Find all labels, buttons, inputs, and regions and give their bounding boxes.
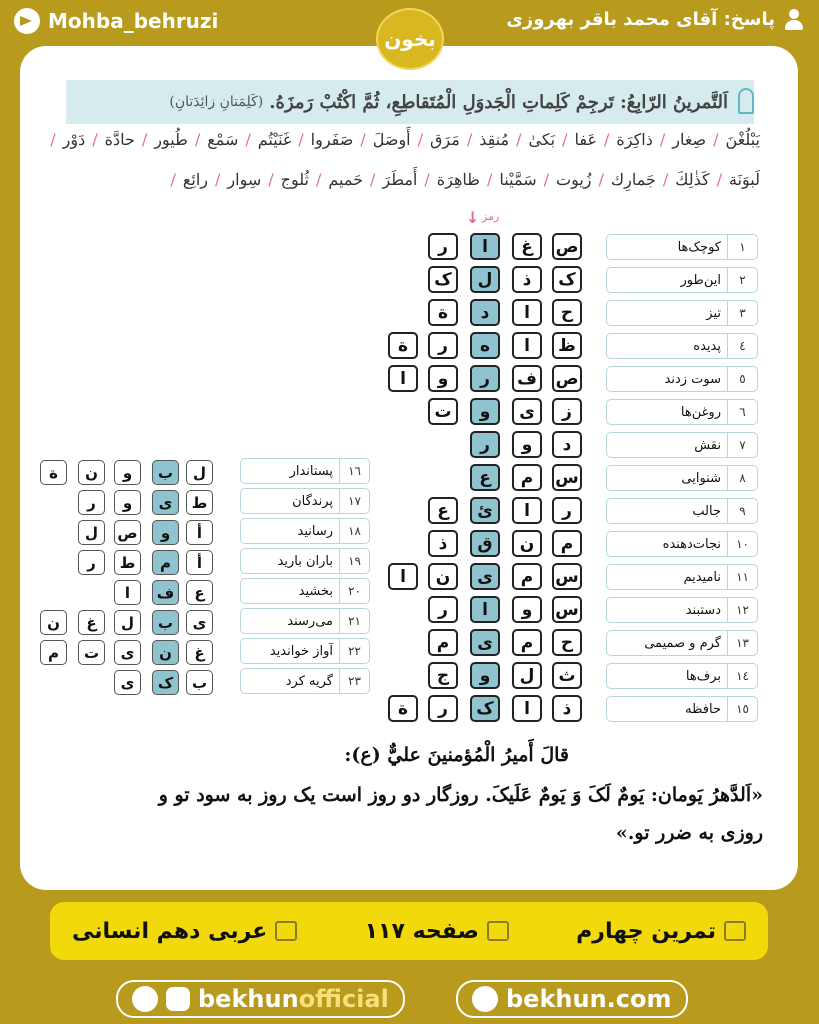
- grid-cell: و: [512, 431, 542, 458]
- grid-cell: ی: [470, 629, 500, 656]
- separator: /: [562, 130, 568, 149]
- grid-cell: ع: [428, 497, 458, 524]
- instagram-icon: [166, 987, 190, 1011]
- grid-cell: د: [470, 299, 500, 326]
- clue-row: [240, 458, 370, 484]
- answer-credit: [506, 8, 805, 30]
- word-bank-item: عَفا: [574, 130, 598, 149]
- grid-cell: ک: [428, 266, 458, 293]
- word-bank-item: كَذٰلِكَ: [675, 170, 710, 189]
- clue-text: شنوایی: [681, 470, 721, 486]
- clue-text: تیز: [706, 305, 721, 321]
- grid-cell: ا: [512, 497, 542, 524]
- separator: /: [316, 170, 322, 189]
- grid-cell: ع: [186, 580, 213, 605]
- footer: [0, 980, 819, 1020]
- clue-text: آواز خواندید: [269, 643, 333, 659]
- clue-row: [606, 300, 758, 326]
- grid-cell: ر: [428, 695, 458, 722]
- grid-cell: ع: [470, 464, 500, 491]
- grid-cell: ئ: [470, 497, 500, 524]
- clue-row: [240, 578, 370, 604]
- grid-cell: ث: [552, 662, 582, 689]
- banner-page: صفحه ۱۱۷: [365, 919, 509, 944]
- word-bank-item: دَوْر: [62, 130, 86, 149]
- clue-row: [606, 663, 758, 689]
- word-bank-item: أَوصَلَ: [372, 130, 411, 149]
- grid-cell: س: [552, 596, 582, 623]
- grid-cell: ب: [152, 460, 179, 485]
- arrow-down-icon: ↓: [466, 208, 480, 227]
- word-bank-item: مُنقِذ: [479, 130, 510, 149]
- grid-cell: و: [152, 520, 179, 545]
- clue-row: [606, 267, 758, 293]
- separator: /: [50, 130, 56, 149]
- clue-row: [606, 531, 758, 557]
- clue-text: پرندگان: [292, 493, 333, 509]
- grid-cell: أ: [186, 550, 213, 575]
- clue-row: [240, 668, 370, 694]
- grid-cell: ة: [40, 460, 67, 485]
- grid-cell: م: [512, 629, 542, 656]
- clue-number: ٢١: [339, 609, 369, 633]
- word-bank-item: صَفَروا: [310, 130, 354, 149]
- answer-label: پاسخ: آقای محمد باقر بهروزی: [506, 8, 775, 30]
- clue-number: ١: [727, 235, 757, 259]
- grid-cell: و: [470, 662, 500, 689]
- grid-cell: ا: [512, 695, 542, 722]
- separator: /: [713, 130, 719, 149]
- grid-cell: ف: [512, 365, 542, 392]
- word-bank-item: يَبْلُغْنَ: [725, 130, 760, 149]
- grid-cell: ن: [40, 610, 67, 635]
- word-bank-item: جَمارِك: [610, 170, 656, 189]
- code-label: رمز: [482, 210, 500, 223]
- separator: /: [298, 130, 304, 149]
- quote-attribution: قالَ أَميرُ الْمُؤمنينَ عليٌّ (ع):: [344, 744, 569, 766]
- clue-text: روغن‌ها: [680, 404, 721, 420]
- clue-row: [240, 488, 370, 514]
- clue-number: ١١: [727, 565, 757, 589]
- clue-number: ١٢: [727, 598, 757, 622]
- grid-cell: ر: [428, 332, 458, 359]
- grid-cell: ر: [428, 233, 458, 260]
- clue-text: دستبند: [685, 602, 721, 618]
- grid-cell: ا: [470, 596, 500, 623]
- grid-cell: و: [512, 596, 542, 623]
- clue-row: [240, 518, 370, 544]
- word-bank-item: أَمطَرَ: [382, 170, 418, 189]
- grid-cell: غ: [78, 610, 105, 635]
- clue-row: [606, 696, 758, 722]
- grid-cell: و: [114, 490, 141, 515]
- clue-text: می‌رسند: [287, 613, 333, 629]
- grid-cell: ن: [78, 460, 105, 485]
- separator: /: [716, 170, 722, 189]
- separator: /: [194, 130, 201, 149]
- clue-row: [240, 608, 370, 634]
- clue-number: ٢: [727, 268, 757, 292]
- grid-cell: ص: [552, 365, 582, 392]
- clue-row: [240, 548, 370, 574]
- separator: /: [662, 170, 669, 189]
- grid-cell: ا: [512, 299, 542, 326]
- grid-cell: ة: [388, 332, 418, 359]
- clue-row: [606, 366, 758, 392]
- word-bank-item: رائِع: [182, 170, 209, 189]
- word-bank-item: صِغار: [672, 130, 707, 149]
- clue-row: [606, 597, 758, 623]
- separator: /: [543, 170, 549, 189]
- separator: /: [516, 130, 522, 149]
- grid-cell: ح: [552, 299, 582, 326]
- exercise-title-text: اَلتَّمرینُ الرّابِعُ: تَرجِمْ کَلِماتِ الْجَدوَلِ الْمُتَقاطِعِ، ثُمَّ اكْتُبْ رَمزَهُ.: [269, 91, 728, 113]
- word-bank-item: سِوار: [227, 170, 262, 189]
- grid-cell: ة: [428, 299, 458, 326]
- separator: /: [604, 130, 610, 149]
- separator: /: [370, 170, 376, 189]
- word-bank-line-2: [70, 170, 760, 189]
- separator: /: [92, 130, 98, 149]
- grid-cell: ا: [114, 580, 141, 605]
- grid-cell: ن: [152, 640, 179, 665]
- clue-text: نامیدیم: [683, 569, 721, 585]
- telegram-icon: [14, 8, 40, 34]
- grid-cell: ب: [186, 670, 213, 695]
- grid-cell: ط: [114, 550, 141, 575]
- clue-row: [606, 333, 758, 359]
- clue-number: ٨: [727, 466, 757, 490]
- grid-cell: و: [470, 398, 500, 425]
- grid-cell: ی: [114, 640, 141, 665]
- grid-cell: ص: [552, 233, 582, 260]
- clue-number: ٧: [727, 433, 757, 457]
- grid-cell: أ: [186, 520, 213, 545]
- clue-row: [606, 234, 758, 260]
- globe-icon: [472, 986, 498, 1012]
- exercise-title: [66, 80, 754, 124]
- telegram-icon: [132, 986, 158, 1012]
- clue-number: ٥: [727, 367, 757, 391]
- separator: /: [170, 170, 176, 189]
- separator: /: [417, 130, 424, 149]
- clue-text: پدیده: [693, 338, 721, 354]
- clue-row: [240, 638, 370, 664]
- clue-row: [606, 630, 758, 656]
- grid-cell: ه: [470, 332, 500, 359]
- word-bank-item: مَرَق: [430, 130, 460, 149]
- grid-cell: ت: [78, 640, 105, 665]
- diamond-icon: [738, 88, 754, 114]
- word-bank-item: حَميم: [328, 170, 364, 189]
- telegram-channel[interactable]: [14, 8, 218, 34]
- clue-text: سوت زدند: [664, 371, 721, 387]
- grid-cell: و: [428, 365, 458, 392]
- clue-text: جالب: [692, 503, 721, 519]
- grid-cell: ی: [114, 670, 141, 695]
- grid-cell: ر: [78, 550, 105, 575]
- clue-row: [606, 432, 758, 458]
- grid-cell: ل: [186, 460, 213, 485]
- clue-number: ٢٠: [339, 579, 369, 603]
- clue-number: ٢٢: [339, 639, 369, 663]
- word-bank-line-1: [50, 130, 760, 149]
- grid-cell: ک: [552, 266, 582, 293]
- clue-text: این‌طور: [680, 272, 721, 288]
- grid-cell: م: [428, 629, 458, 656]
- word-bank-item: غَنَيْتُم: [257, 130, 292, 149]
- separator: /: [245, 130, 251, 149]
- clue-row: [606, 465, 758, 491]
- grid-cell: و: [114, 460, 141, 485]
- word-bank-item: لَبوَنَة: [729, 170, 760, 189]
- clue-text: گرم و صمیمی: [644, 635, 721, 651]
- social-handle[interactable]: bekhunofficial: [116, 980, 405, 1018]
- word-bank-item: بَكىٰ: [528, 130, 556, 149]
- grid-cell: ب: [152, 610, 179, 635]
- clue-text: نقش: [694, 437, 721, 453]
- channel-name: Mohba_behruzi: [48, 9, 219, 33]
- grid-cell: ی: [512, 398, 542, 425]
- grid-cell: م: [40, 640, 67, 665]
- grid-cell: ل: [114, 610, 141, 635]
- website-link[interactable]: bekhun.com: [456, 980, 688, 1018]
- grid-cell: غ: [186, 640, 213, 665]
- grid-cell: ذ: [428, 530, 458, 557]
- separator: /: [268, 170, 274, 189]
- brand-logo: بخون: [376, 8, 444, 70]
- grid-cell: غ: [512, 233, 542, 260]
- clue-text: برف‌ها: [685, 668, 721, 684]
- clue-text: رسانید: [297, 523, 333, 539]
- quote-line-1: «اَلدَّهرُ يَومان: يَومٌ لَکَ وَ يَومٌ عَلَيکَ. روزگار دو روز است یک روز به سود تو و: [158, 784, 763, 806]
- separator: /: [466, 130, 473, 149]
- separator: /: [598, 170, 604, 189]
- grid-cell: ر: [78, 490, 105, 515]
- grid-cell: ف: [152, 580, 179, 605]
- grid-cell: ر: [470, 365, 500, 392]
- grid-cell: ی: [470, 563, 500, 590]
- grid-cell: ج: [428, 662, 458, 689]
- separator: /: [215, 170, 221, 189]
- clue-text: باران بارید: [277, 553, 333, 569]
- grid-cell: ط: [186, 490, 213, 515]
- clue-number: ١٦: [339, 459, 369, 483]
- grid-cell: ت: [428, 398, 458, 425]
- grid-cell: ظ: [552, 332, 582, 359]
- clue-text: نجات‌دهنده: [662, 536, 721, 552]
- graduation-icon: [275, 921, 297, 941]
- grid-cell: ر: [470, 431, 500, 458]
- grid-cell: ر: [428, 596, 458, 623]
- word-bank-item: زُيوت: [556, 170, 592, 189]
- clue-text: کوچک‌ها: [677, 239, 721, 255]
- grid-cell: ک: [152, 670, 179, 695]
- grid-cell: ل: [470, 266, 500, 293]
- grid-cell: ح: [552, 629, 582, 656]
- grid-cell: ی: [186, 610, 213, 635]
- clue-number: ٩: [727, 499, 757, 523]
- grid-cell: ن: [512, 530, 542, 557]
- word-bank-item: سَمَّيْنا: [499, 170, 537, 189]
- word-bank-item: طُيور: [154, 130, 188, 149]
- grid-cell: ر: [552, 497, 582, 524]
- grid-cell: ذ: [552, 695, 582, 722]
- word-bank-item: سَمْع: [207, 130, 239, 149]
- clue-text: حافظه: [685, 701, 721, 717]
- clue-row: [606, 399, 758, 425]
- student-icon: [724, 921, 746, 941]
- user-icon: [783, 8, 805, 30]
- separator: /: [360, 130, 366, 149]
- grid-cell: س: [552, 563, 582, 590]
- grid-cell: م: [152, 550, 179, 575]
- word-bank-item: ثُلوج: [280, 170, 309, 189]
- clue-number: ٤: [727, 334, 757, 358]
- clue-number: ١٩: [339, 549, 369, 573]
- separator: /: [424, 170, 430, 189]
- grid-cell: ق: [470, 530, 500, 557]
- clue-number: ١٥: [727, 697, 757, 721]
- clue-text: بخشید: [298, 583, 333, 599]
- clue-number: ١٠: [727, 532, 757, 556]
- grid-cell: ا: [388, 365, 418, 392]
- grid-cell: ل: [512, 662, 542, 689]
- grid-cell: ا: [470, 233, 500, 260]
- quote-line-2: روزی به ضرر تو.»: [615, 822, 763, 844]
- clue-number: ١٣: [727, 631, 757, 655]
- clue-number: ٢٣: [339, 669, 369, 693]
- book-icon: [487, 921, 509, 941]
- separator: /: [141, 130, 148, 149]
- clue-text: گریه کرد: [285, 673, 333, 689]
- separator: /: [487, 170, 493, 189]
- clue-number: ١٨: [339, 519, 369, 543]
- word-bank-item: حادَّة: [104, 130, 135, 149]
- separator: /: [659, 130, 666, 149]
- grid-cell: م: [512, 563, 542, 590]
- grid-cell: ل: [78, 520, 105, 545]
- grid-cell: ا: [388, 563, 418, 590]
- grid-cell: س: [552, 464, 582, 491]
- grid-cell: ص: [114, 520, 141, 545]
- grid-cell: ک: [470, 695, 500, 722]
- clue-number: ٣: [727, 301, 757, 325]
- grid-cell: م: [552, 530, 582, 557]
- banner-course: عربی دهم انسانی: [72, 919, 297, 944]
- banner-exercise: تمرین چهارم: [576, 919, 746, 944]
- word-bank-item: ذاكِرَة: [616, 130, 653, 149]
- grid-cell: ز: [552, 398, 582, 425]
- clue-row: [606, 564, 758, 590]
- clue-number: ١٧: [339, 489, 369, 513]
- clue-text: پستاندار: [289, 463, 333, 479]
- grid-cell: م: [512, 464, 542, 491]
- grid-cell: ذ: [512, 266, 542, 293]
- clue-number: ٦: [727, 400, 757, 424]
- grid-cell: ا: [512, 332, 542, 359]
- grid-cell: ن: [428, 563, 458, 590]
- grid-cell: ة: [388, 695, 418, 722]
- grid-cell: ی: [152, 490, 179, 515]
- exercise-note: (کَلِمَتانِ زائِدَتانِ): [169, 94, 264, 110]
- clue-row: [606, 498, 758, 524]
- info-banner: [50, 902, 768, 960]
- grid-cell: د: [552, 431, 582, 458]
- clue-number: ١٤: [727, 664, 757, 688]
- word-bank-item: ظاهِرَة: [436, 170, 481, 189]
